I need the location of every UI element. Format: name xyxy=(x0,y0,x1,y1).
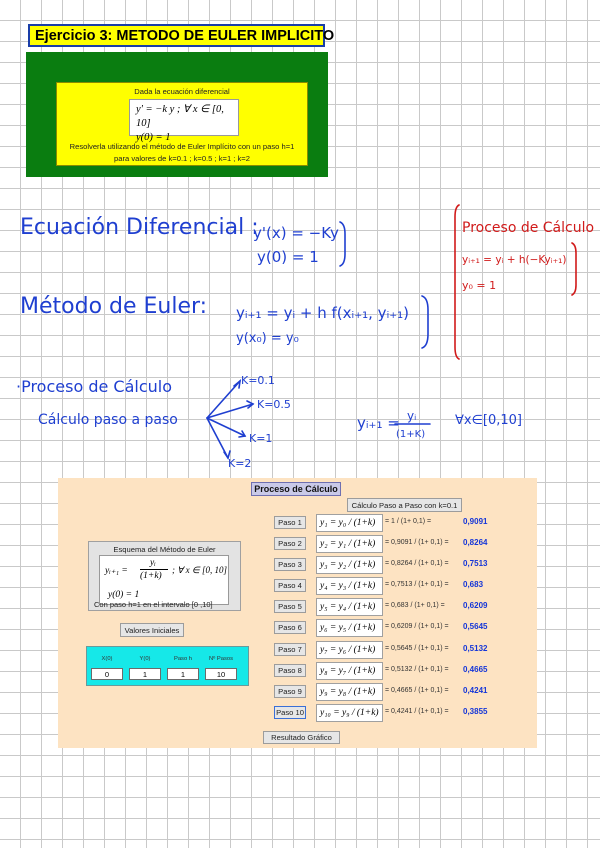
brace-eq xyxy=(340,222,345,266)
note-recur-lhs: yᵢ₊₁ = xyxy=(357,414,400,432)
step-button-5[interactable]: Paso 5 xyxy=(274,600,306,613)
input-label-x0: X(0) xyxy=(101,656,113,662)
graph-result-button[interactable]: Resultado Gráfico xyxy=(263,731,340,744)
note-k2: K=0.5 xyxy=(257,398,291,411)
step-formula-7: y₇ = y₆ / (1+k) xyxy=(316,641,383,659)
step-button-2[interactable]: Paso 2 xyxy=(274,537,306,550)
note-method-2: y(x₀) = y₀ xyxy=(236,331,299,346)
step-calculation-4: = 0,7513 / (1+ 0,1) = xyxy=(385,581,449,588)
note-red-1: yᵢ₊₁ = yᵢ + h(−Kyᵢ₊₁) xyxy=(462,254,567,266)
step-formula-8: y₈ = y₇ / (1+k) xyxy=(316,662,383,680)
scheme-fraction-bar xyxy=(140,569,168,570)
step-formula-9: y₉ = y₈ / (1+k) xyxy=(316,683,383,701)
step-button-7[interactable]: Paso 7 xyxy=(274,643,306,656)
step-size-input[interactable]: 1 xyxy=(167,668,199,680)
scheme-formula xyxy=(99,555,229,605)
step-result-10: 0,3855 xyxy=(463,707,488,716)
scheme-title: Esquema del Método de Euler xyxy=(113,545,216,554)
note-recur-num: yᵢ xyxy=(407,409,417,423)
note-method-label: Método de Euler: xyxy=(20,294,208,319)
step-result-7: 0,5132 xyxy=(463,644,488,653)
description-line-1: Resolverla utilizando el método de Euler Implícito con un paso h=1 xyxy=(69,142,295,151)
note-red-2: y₀ = 1 xyxy=(462,279,497,292)
red-bracket-right xyxy=(572,243,576,295)
equation-line-1: y' = −k y ; ∀ x ∈ [0, 10] xyxy=(136,104,224,129)
scheme-domain: ; ∀ x ∈ [0, 10] xyxy=(172,565,227,575)
step-result-8: 0,4665 xyxy=(463,665,488,674)
num-steps-input[interactable]: 10 xyxy=(205,668,237,680)
step-calculation-2: = 0,9091 / (1+ 0,1) = xyxy=(385,539,449,546)
note-recur-domain: ∀x∈[0,10] xyxy=(455,413,522,428)
step-calculation-3: = 0,8264 / (1+ 0,1) = xyxy=(385,560,449,567)
input-label-steps: Nº Pasos xyxy=(208,656,234,662)
step-result-5: 0,6209 xyxy=(463,601,488,610)
step-formula-6: y₆ = y₅ / (1+k) xyxy=(316,619,383,637)
step-calculation-10: = 0,4241 / (1+ 0,1) = xyxy=(385,708,449,715)
note-red-title: Proceso de Cálculo xyxy=(462,220,595,236)
step-calculation-5: = 0,683 / (1+ 0,1) = xyxy=(385,602,445,609)
step-calculation-7: = 0,5645 / (1+ 0,1) = xyxy=(385,645,449,652)
title-text: Ejercicio 3: METODO DE EULER IMPLICITO xyxy=(35,27,335,44)
step-formula-5: y₅ = y₄ / (1+k) xyxy=(316,598,383,616)
step-formula-10: y₁₀ = y₉ / (1+k) xyxy=(316,704,383,722)
scheme-initial: y(0) = 1 xyxy=(108,590,140,600)
step-button-6[interactable]: Paso 6 xyxy=(274,621,306,634)
step-button-3[interactable]: Paso 3 xyxy=(274,558,306,571)
step-result-6: 0,5645 xyxy=(463,622,488,631)
x0-input[interactable]: 0 xyxy=(91,668,123,680)
note-eq-2: y(0) = 1 xyxy=(257,248,319,266)
step-formula-4: y₄ = y₃ / (1+k) xyxy=(316,577,383,595)
note-method-1: yᵢ₊₁ = yᵢ + h f(xᵢ₊₁, yᵢ₊₁) xyxy=(236,304,410,322)
step-calculation-8: = 0,5132 / (1+ 0,1) = xyxy=(385,666,449,673)
interval-text: Con paso h=1 en el intervalo [0 ,10] xyxy=(94,600,213,609)
note-eq-1: y'(x) = −Ky xyxy=(253,224,339,242)
note-recur-den: (1+K) xyxy=(396,429,426,440)
y0-input[interactable]: 1 xyxy=(129,668,161,680)
step-result-9: 0,4241 xyxy=(463,686,488,695)
input-label-h: Paso h xyxy=(173,656,193,662)
step-result-1: 0,9091 xyxy=(463,517,488,526)
description-line-2: para valores de k=0.1 ; k=0.5 ; k=1 ; k=2 xyxy=(114,154,250,163)
note-eq-label: Ecuación Diferencial : xyxy=(20,215,259,240)
arrow-k3 xyxy=(207,418,245,436)
step-button-1[interactable]: Paso 1 xyxy=(274,516,306,529)
step-formula-1: y₁ = y₀ / (1+k) xyxy=(316,514,383,532)
step-by-step-button[interactable]: Cálculo Paso a Paso con k=0.1 xyxy=(347,498,462,512)
step-formula-3: y₃ = y₂ / (1+k) xyxy=(316,556,383,574)
note-k4: K=2 xyxy=(228,457,252,470)
scheme-denominator: (1+k) xyxy=(140,571,162,581)
scheme-lhs: yᵢ₊₁ = xyxy=(105,566,128,576)
brace-method xyxy=(422,296,428,348)
scheme-numerator: yᵢ xyxy=(150,558,156,568)
process-title: Proceso de Cálculo xyxy=(251,482,341,496)
red-bracket-left xyxy=(455,205,459,359)
step-button-8[interactable]: Paso 8 xyxy=(274,664,306,677)
step-button-4[interactable]: Paso 4 xyxy=(274,579,306,592)
note-step-label: Cálculo paso a paso xyxy=(38,412,178,428)
step-result-3: 0,7513 xyxy=(463,559,488,568)
intro-text: Dada la ecuación diferencial xyxy=(134,87,230,96)
step-calculation-6: = 0,6209 / (1+ 0,1) = xyxy=(385,623,449,630)
equation-line-2: y(0) = 1 xyxy=(136,132,171,143)
note-k3: K=1 xyxy=(249,432,273,445)
step-calculation-1: = 1 / (1+ 0,1) = xyxy=(385,518,432,525)
initial-values-button[interactable]: Valores Iniciales xyxy=(120,623,184,637)
step-result-4: 0,683 xyxy=(463,580,484,589)
note-process-label: ·Proceso de Cálculo xyxy=(16,377,172,396)
note-k1: K=0.1 xyxy=(241,374,275,387)
initial-values-box xyxy=(86,646,249,686)
step-result-2: 0,8264 xyxy=(463,538,488,547)
step-button-9[interactable]: Paso 9 xyxy=(274,685,306,698)
step-calculation-9: = 0,4665 / (1+ 0,1) = xyxy=(385,687,449,694)
input-label-y0: Y(0) xyxy=(139,656,151,662)
step-formula-2: y₂ = y₁ / (1+k) xyxy=(316,535,383,553)
step-button-10[interactable]: Paso 10 xyxy=(274,706,306,719)
calculation-panel xyxy=(58,478,537,748)
